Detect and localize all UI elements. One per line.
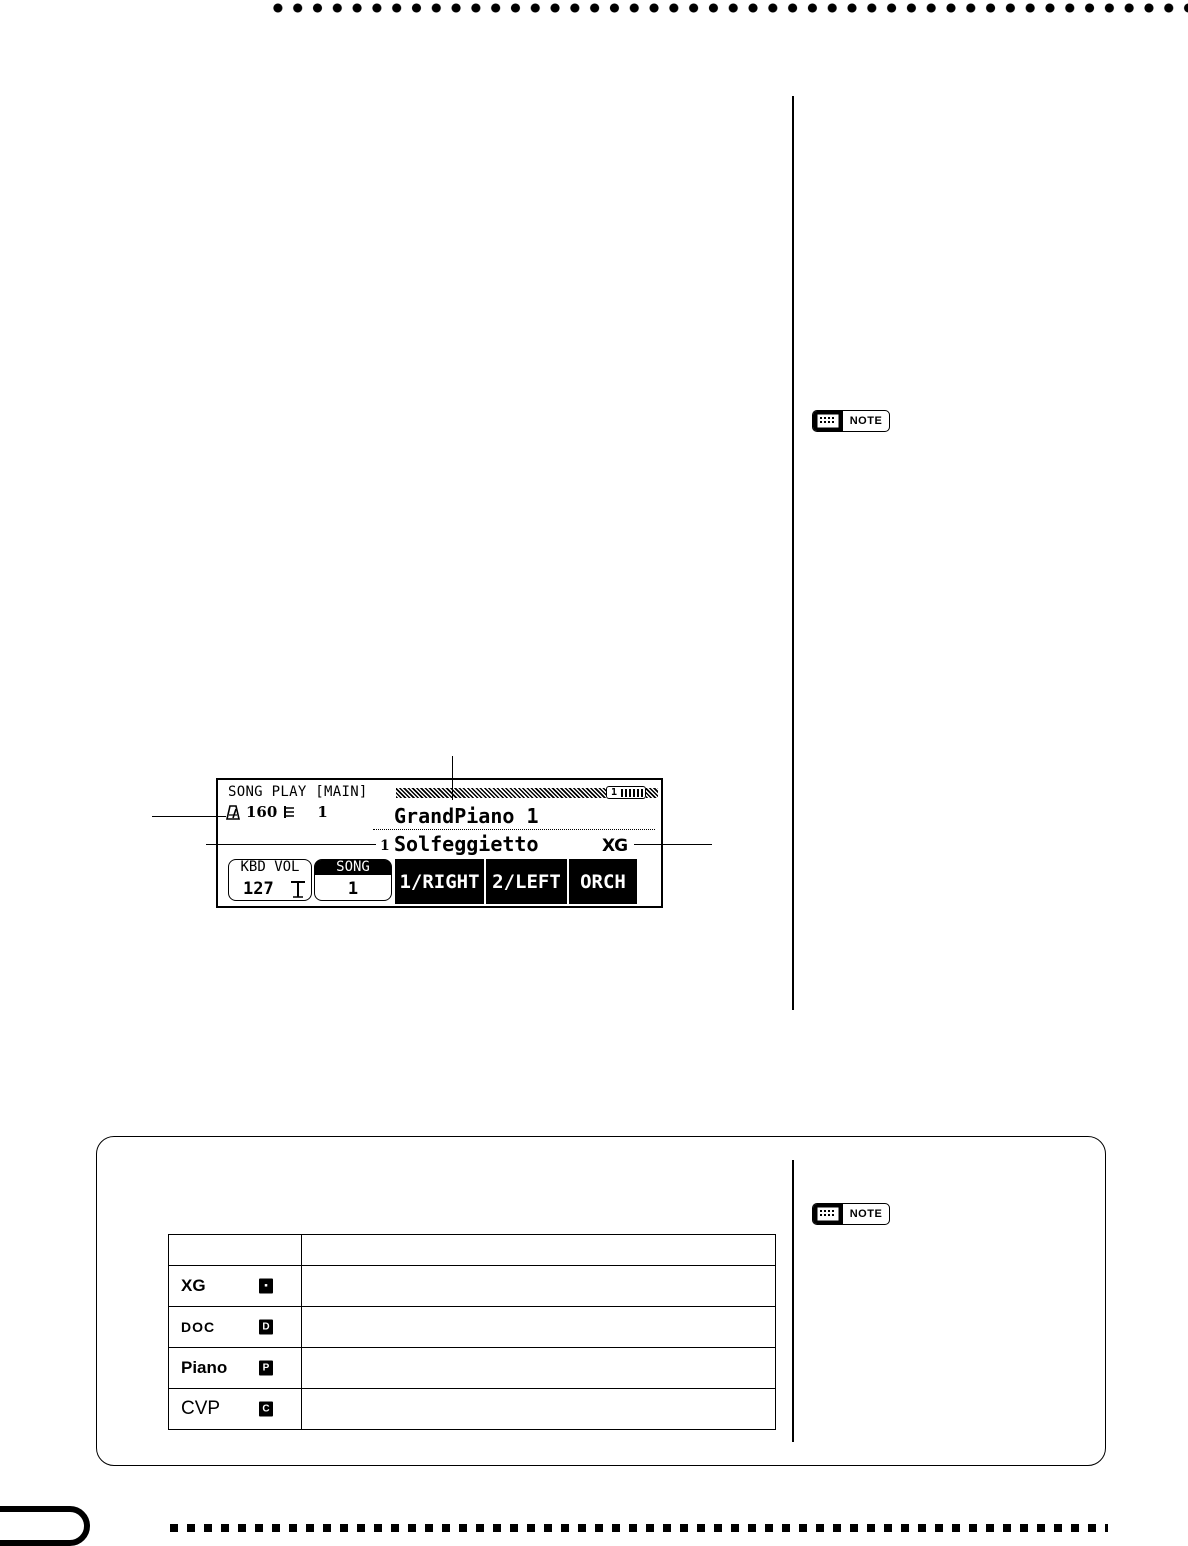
table-row [169,1307,776,1348]
lcd-title: SONG PLAY [MAIN] [228,784,368,800]
measure-icon [283,805,295,819]
column-divider [792,96,794,1010]
keyboard-note-icon [813,1204,843,1224]
kbd-vol-label: KBD VOL [240,859,300,875]
keyboard-note-icon [813,411,843,431]
tempo-value: 160 [246,803,278,821]
box-divider [792,1160,794,1442]
song-label: SONG [315,860,391,875]
xg-logo: XG [181,1276,206,1295]
metronome-icon [226,805,240,820]
doc-logo: DOC [181,1319,216,1335]
indicator-number: 1 [610,786,618,798]
table-row [169,1389,776,1430]
song-button[interactable] [314,859,392,901]
song-number: 1 [380,838,390,854]
disk-p-icon: P [259,1361,273,1376]
note-badge-2 [812,1203,890,1225]
note-badge [812,410,890,432]
kbd-vol-button[interactable] [228,859,312,901]
page-tab [0,1506,90,1546]
cvp-logo: CVP [181,1398,221,1419]
measure-value: 1 [317,803,328,821]
piano-logo: Piano [181,1358,228,1377]
table-row [169,1266,776,1307]
table-row [169,1348,776,1389]
floppy-icon: ▪ [259,1279,273,1294]
format-table [168,1234,776,1430]
right-part-button[interactable]: 1/RIGHT [395,859,484,904]
callout-voice [452,756,453,800]
kbd-vol-value: 127 [229,879,311,899]
bottom-dashed-rule [170,1524,1108,1532]
progress-hatch [396,788,606,798]
voice-name: GrandPiano 1 [394,804,539,828]
lcd-display [216,778,663,908]
header-cell-format [169,1235,302,1266]
note-label: NOTE [849,1208,883,1220]
disk-c-icon: C [259,1402,273,1417]
slider-icon [290,880,306,898]
xg-logo: XG [602,836,628,856]
dotted-separator [373,829,655,830]
left-part-button[interactable]: 2/LEFT [486,859,567,904]
tempo-measure-row [226,803,328,821]
note-label: NOTE [849,415,883,427]
header-cell-description [302,1235,776,1266]
orch-part-button[interactable]: ORCH [569,859,637,904]
callout-tempo [152,816,226,817]
disk-d-icon: D [259,1320,273,1335]
song-value: 1 [347,879,359,899]
callout-song-number [206,844,376,845]
song-name: Solfeggietto [394,832,539,856]
top-dotted-rule [268,0,1188,16]
level-bars [621,789,643,797]
level-indicator [606,786,646,799]
table-header-row [169,1235,776,1266]
progress-hatch-end [646,788,658,798]
callout-format [634,844,712,845]
